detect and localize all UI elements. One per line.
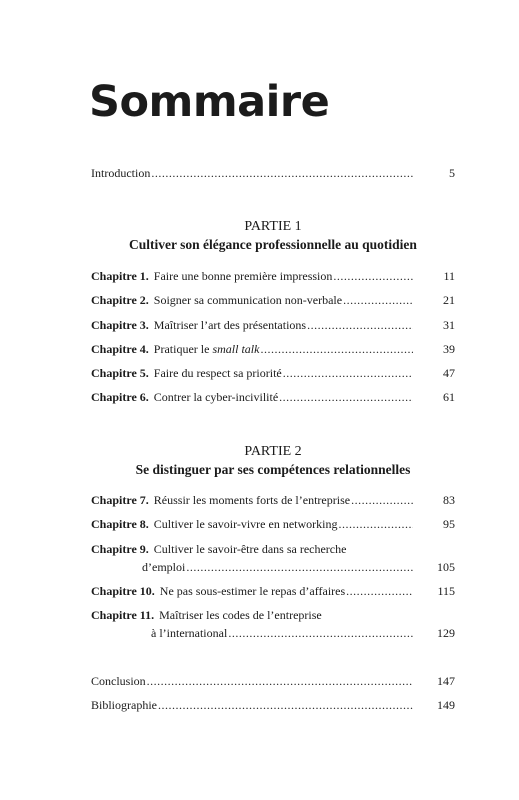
toc-entry-chapter-6[interactable] xyxy=(91,390,455,405)
chapter-title: Soigner sa communication non-verbale xyxy=(153,293,343,307)
part-heading: PARTIE 1 xyxy=(244,219,302,234)
toc-page-number: 21 xyxy=(443,293,455,307)
chapter-title: Faire du respect sa priorité xyxy=(153,366,282,380)
chapter-title: Faire une bonne première impression xyxy=(153,269,333,283)
toc-page-number: 47 xyxy=(443,366,455,380)
leader-dots xyxy=(186,560,413,575)
chapter-title: Cultiver le savoir-vivre en networking xyxy=(153,517,338,531)
toc-page-number: 11 xyxy=(443,269,455,283)
chapter-title-line-2: d’emploi xyxy=(142,560,186,574)
toc-entry-chapter-8[interactable] xyxy=(91,517,455,532)
leader-dots xyxy=(351,493,413,508)
chapter-number: Chapitre 4. xyxy=(91,342,149,356)
toc-entry-chapter-3[interactable] xyxy=(91,318,455,333)
leader-dots xyxy=(307,318,413,333)
toc-entry-chapter-11[interactable] xyxy=(91,608,455,641)
leader-dots xyxy=(228,626,413,641)
toc-entry-chapter-2[interactable] xyxy=(91,293,455,308)
part-subtitle: Se distinguer par ses compétences relationnelles xyxy=(135,462,411,477)
toc-page-number: 31 xyxy=(443,318,455,332)
toc-page-number: 83 xyxy=(443,493,455,507)
chapter-number: Chapitre 5. xyxy=(91,366,149,380)
toc-page-number: 61 xyxy=(443,390,455,404)
toc-page-number: 115 xyxy=(437,584,455,598)
chapter-number: Chapitre 2. xyxy=(91,293,149,307)
leader-dots xyxy=(339,517,414,532)
chapter-title-line-1: Cultiver le savoir-être dans sa recherche xyxy=(153,542,347,556)
chapter-title-italic: small talk xyxy=(212,342,260,356)
toc-label: Conclusion xyxy=(91,674,146,688)
leader-dots xyxy=(346,584,413,599)
leader-dots xyxy=(158,698,413,713)
chapter-title-line-2: à l’international xyxy=(151,626,228,640)
leader-dots xyxy=(283,366,413,381)
chapter-title: Réussir les moments forts de l’entreprise xyxy=(153,493,351,507)
toc-page-number: 95 xyxy=(443,517,455,531)
toc-entry-chapter-9[interactable] xyxy=(91,542,455,575)
toc-page-number: 129 xyxy=(437,626,455,640)
chapter-number: Chapitre 9. xyxy=(91,542,149,556)
leader-dots xyxy=(333,269,413,284)
leader-dots xyxy=(279,390,413,405)
part-1-header xyxy=(91,218,455,254)
part-subtitle: Cultiver son élégance professionnelle au quotidien xyxy=(129,237,417,252)
toc-entry-chapter-4[interactable] xyxy=(91,342,455,357)
chapter-number: Chapitre 10. xyxy=(91,584,155,598)
toc-entry-chapter-7[interactable] xyxy=(91,493,455,508)
chapter-title: Maîtriser l’art des présentations xyxy=(153,318,307,332)
toc-page-number: 147 xyxy=(437,674,455,688)
toc-entry-bibliographie[interactable] xyxy=(91,698,455,713)
chapter-number: Chapitre 1. xyxy=(91,269,149,283)
page-title: Sommaire xyxy=(89,77,330,127)
chapter-number: Chapitre 7. xyxy=(91,493,149,507)
toc-page-number: 105 xyxy=(437,560,455,574)
part-2-header xyxy=(91,443,455,479)
chapter-title-line-1: Maîtriser les codes de l’entreprise xyxy=(159,608,322,622)
leader-dots xyxy=(260,342,413,357)
leader-dots xyxy=(147,674,413,689)
toc-label: Bibliographie xyxy=(91,698,157,712)
toc-entry-chapter-1[interactable] xyxy=(91,269,455,284)
leader-dots xyxy=(151,166,413,181)
toc-entry-chapter-5[interactable] xyxy=(91,366,455,381)
chapter-title: Ne pas sous-estimer le repas d’affaires xyxy=(159,584,346,598)
chapter-title: Contrer la cyber-incivilité xyxy=(153,390,279,404)
chapter-number: Chapitre 6. xyxy=(91,390,149,404)
toc-page-number: 5 xyxy=(449,166,455,180)
chapter-number: Chapitre 8. xyxy=(91,517,149,531)
toc-entry-introduction[interactable] xyxy=(91,166,455,181)
toc-label: Introduction xyxy=(91,166,151,180)
part-heading: PARTIE 2 xyxy=(244,444,302,459)
leader-dots xyxy=(343,293,413,308)
chapter-number: Chapitre 3. xyxy=(91,318,149,332)
chapter-number: Chapitre 11. xyxy=(91,608,155,622)
toc-page-number: 39 xyxy=(443,342,455,356)
toc-page-number: 149 xyxy=(437,698,455,712)
toc-entry-chapter-10[interactable] xyxy=(91,584,455,599)
chapter-title: Pratiquer le small talk xyxy=(153,342,260,356)
toc-entry-conclusion[interactable] xyxy=(91,674,455,689)
